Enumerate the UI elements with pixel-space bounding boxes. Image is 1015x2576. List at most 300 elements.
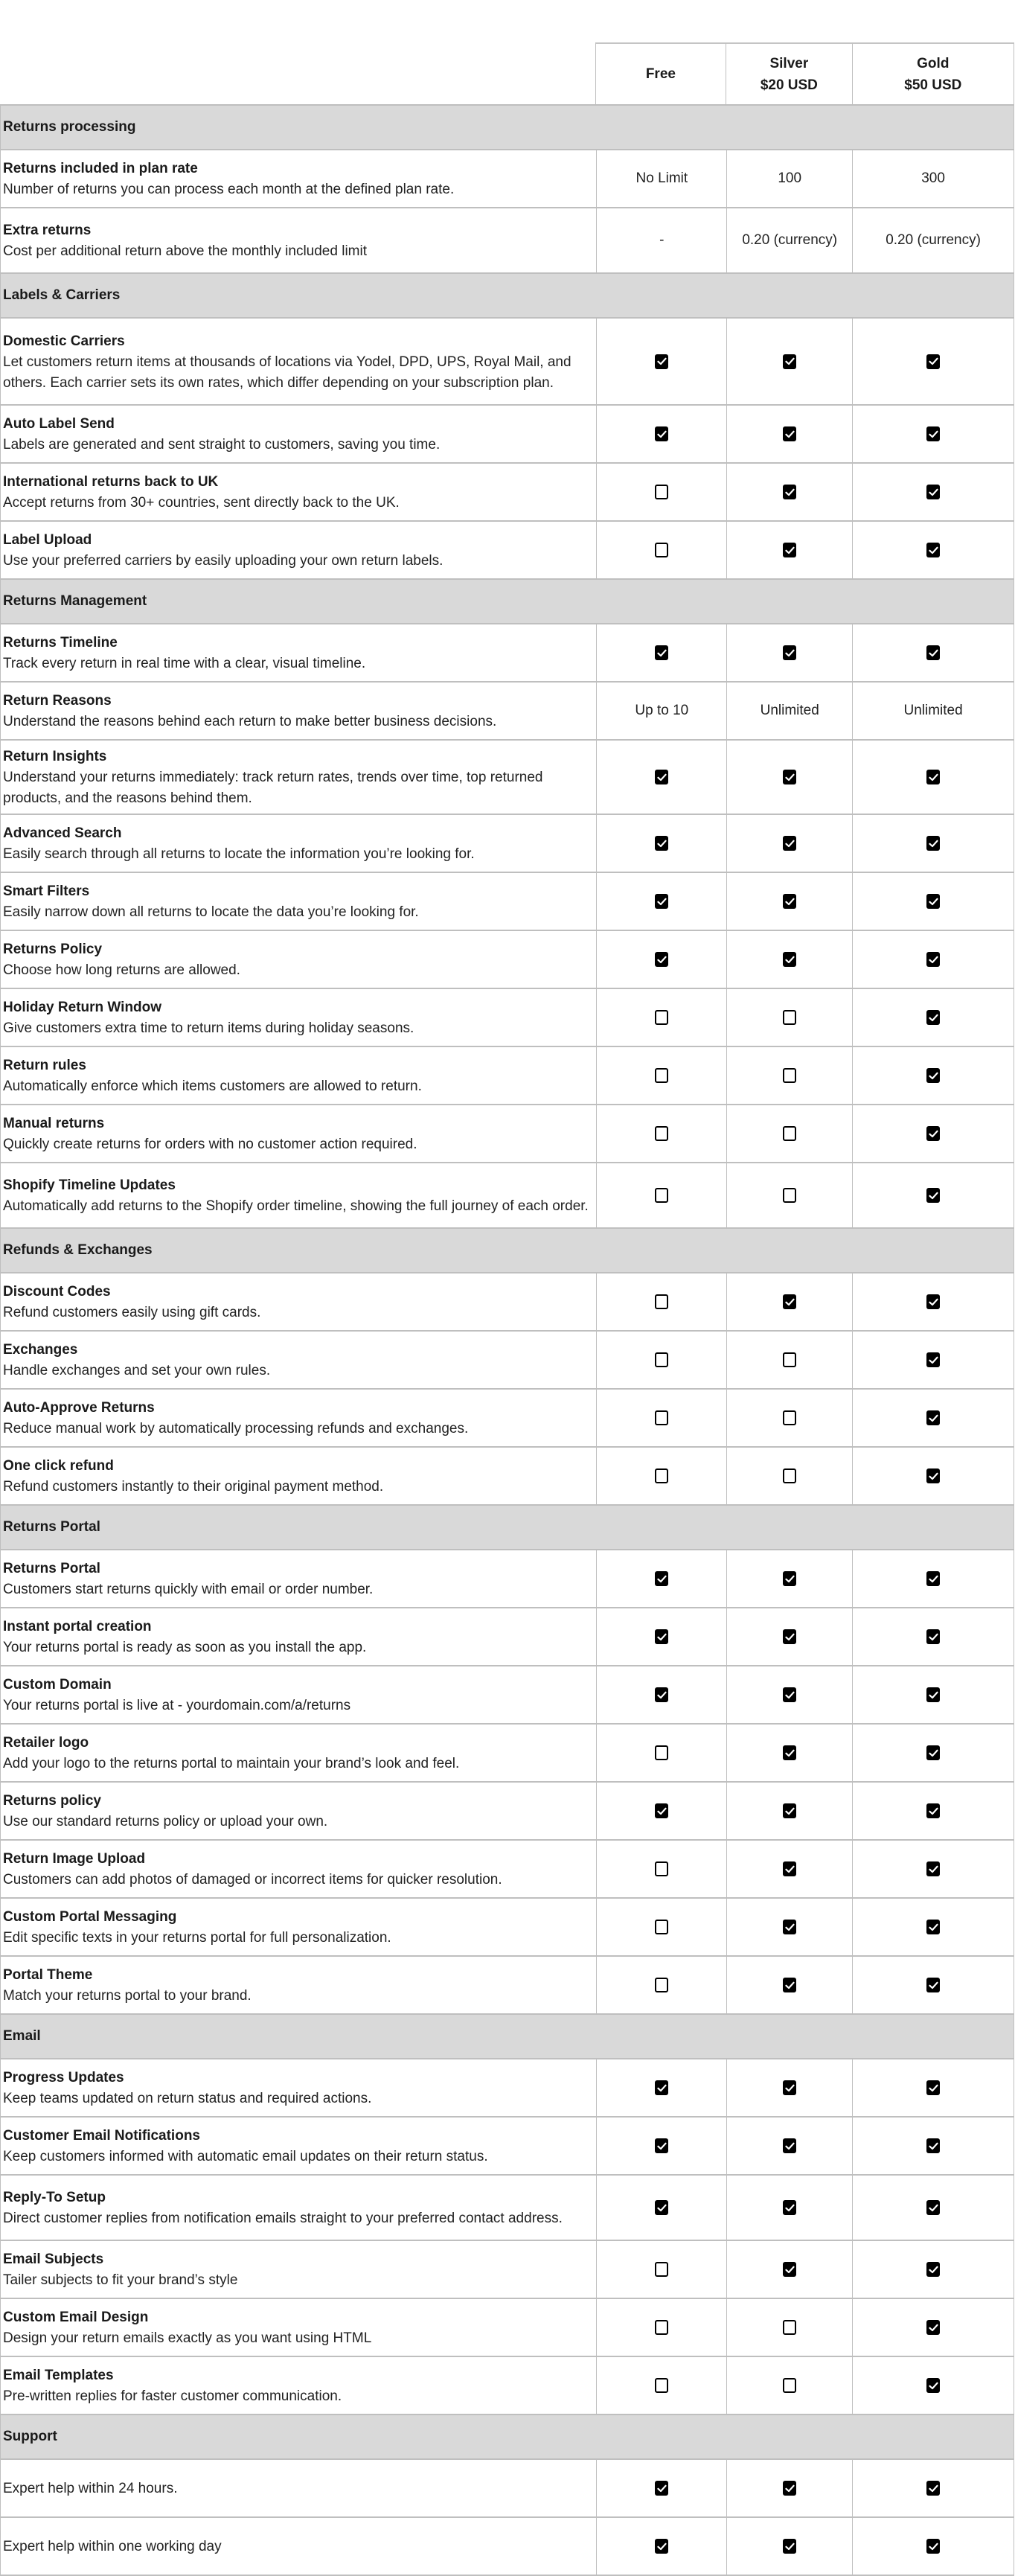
plan-price: $20 USD [760,77,818,93]
checked-box-icon [926,1468,940,1483]
feature-cell [1,1899,597,1955]
checked-box-icon [655,2138,668,2153]
feature-cell [1,873,597,930]
feature-cell [1,815,597,872]
value-cell-silver [727,522,853,578]
feature-row [0,989,1014,1047]
checked-box-icon [783,1294,796,1309]
value-cell-gold [853,1163,1014,1227]
feature-cell [1,1957,597,2013]
feature-name: Auto-Approve Returns [3,1400,155,1416]
checked-box-icon [926,1126,940,1141]
plan-header-silver [726,42,853,104]
feature-description: Number of returns you can process each month at the defined plan rate. [3,182,455,197]
feature-cell [1,2059,597,2116]
checked-box-icon [926,1861,940,1876]
value-cell-free [597,464,727,520]
value-cell-silver [727,1608,853,1665]
feature-name: Portal Theme [3,1967,93,1983]
feature-description: Your returns portal is ready as soon as you install the app. [3,1640,367,1655]
feature-cell [1,1725,597,1781]
feature-cell [1,624,597,681]
feature-description: Let customers return items at thousands of locations via Yodel, DPD, UPS, Royal Mail, and others. Each carrier sets its own rates, which differ depending on your subscription plan. [3,354,571,391]
section-header [0,1229,1014,1273]
value-cell-free [597,1163,727,1227]
checked-box-icon [926,1978,940,1992]
feature-description: Tailer subjects to fit your brand’s style [3,2272,238,2288]
feature-name: Custom Portal Messaging [3,1909,177,1925]
checked-box-icon [926,2378,940,2393]
feature-cell [1,2176,597,2240]
value-cell-gold [853,683,1014,739]
value-cell-gold [853,1390,1014,1446]
section-header [0,2415,1014,2460]
checked-box-icon [655,645,668,660]
unchecked-box-icon [655,1410,668,1425]
value-cell-silver [727,2118,853,2174]
checked-box-icon [926,426,940,441]
value-cell-free [597,1448,727,1504]
value-cell-free [597,1550,727,1607]
checked-box-icon [783,1687,796,1702]
checked-box-icon [926,2138,940,2153]
feature-description: Understand the reasons behind each return to make better business decisions. [3,714,497,729]
feature-name: Smart Filters [3,883,90,899]
feature-name: International returns back to UK [3,474,219,490]
value-cell-free [597,1957,727,2013]
plan-name: Silver [769,55,809,71]
value-cell-free [597,1390,727,1446]
value-cell-gold [853,1332,1014,1388]
feature-cell [1,2518,597,2575]
section-title: Returns Management [3,593,147,609]
unchecked-box-icon [655,1188,668,1203]
value-cell-gold [853,1957,1014,2013]
feature-description: Understand your returns immediately: track return rates, trends over time, top returned products, and the reasons behind them. [3,770,543,806]
value-cell-silver [727,208,853,272]
checked-box-icon [783,485,796,499]
unchecked-box-icon [655,1978,668,1992]
unchecked-box-icon [655,1010,668,1025]
checked-box-icon [926,2200,940,2215]
checked-box-icon [655,2080,668,2095]
value-cell-silver [727,1047,853,1104]
feature-cell [1,406,597,462]
value-cell-gold [853,2299,1014,2356]
feature-row [0,1550,1014,1608]
value-cell-free [597,741,727,814]
feature-description: Give customers extra time to return items during holiday seasons. [3,1020,414,1036]
feature-name: Advanced Search [3,825,122,841]
feature-cell [1,319,597,404]
feature-description: Handle exchanges and set your own rules. [3,1363,271,1378]
feature-cell [1,989,597,1046]
value-cell-free [597,989,727,1046]
value-cell-gold [853,406,1014,462]
checked-box-icon [926,2481,940,2496]
value-cell-silver [727,989,853,1046]
value-text: - [659,232,665,248]
value-cell-gold [853,1666,1014,1723]
checked-box-icon [783,1920,796,1934]
value-cell-gold [853,2118,1014,2174]
feature-row [0,2176,1014,2241]
value-text: 0.20 (currency) [886,232,981,248]
checked-box-icon [655,836,668,851]
section-title: Email [3,2028,41,2044]
section-header [0,580,1014,624]
value-cell-gold [853,2176,1014,2240]
section-title: Support [3,2429,57,2444]
feature-cell [1,1047,597,1104]
feature-name: Auto Label Send [3,416,115,432]
checked-box-icon [783,2539,796,2554]
feature-row [0,319,1014,406]
checked-box-icon [655,2481,668,2496]
feature-row [0,1047,1014,1105]
value-text: 0.20 (currency) [742,232,838,248]
feature-row [0,2460,1014,2518]
checked-box-icon [783,1803,796,1818]
unchecked-box-icon [783,1468,796,1483]
checked-box-icon [926,1068,940,1083]
checked-box-icon [655,1629,668,1644]
value-cell-silver [727,2299,853,2356]
feature-name: Discount Codes [3,1284,111,1300]
plan-header-free [596,42,726,104]
value-cell-gold [853,2241,1014,2298]
feature-description: Accept returns from 30+ countries, sent directly back to the UK. [3,495,400,511]
value-cell-gold [853,1448,1014,1504]
checked-box-icon [783,543,796,557]
feature-cell [1,1105,597,1162]
unchecked-box-icon [655,1920,668,1934]
value-cell-silver [727,1841,853,1897]
checked-box-icon [655,354,668,369]
feature-row [0,1332,1014,1390]
unchecked-box-icon [783,1188,796,1203]
feature-row [0,683,1014,741]
checked-box-icon [783,2262,796,2277]
unchecked-box-icon [783,2378,796,2393]
feature-name: Label Upload [3,532,92,548]
value-cell-silver [727,2460,853,2516]
unchecked-box-icon [783,1068,796,1083]
feature-row [0,1448,1014,1506]
value-cell-silver [727,1332,853,1388]
checked-box-icon [783,645,796,660]
feature-row [0,1725,1014,1783]
value-text: No Limit [635,170,688,186]
value-cell-silver [727,2059,853,2116]
value-cell-free [597,1783,727,1839]
header-blank-cell [0,42,596,104]
value-cell-silver [727,1957,853,2013]
value-text: 100 [778,170,802,186]
section-title: Returns processing [3,119,136,135]
value-cell-free [597,931,727,988]
feature-row [0,815,1014,873]
feature-name: Custom Domain [3,1677,112,1693]
feature-description: Your returns portal is live at - yourdomain.com/a/returns [3,1698,351,1713]
feature-name: Return Image Upload [3,1851,146,1867]
feature-name: Manual returns [3,1116,105,1131]
feature-name: Email Subjects [3,2251,104,2267]
checked-box-icon [783,894,796,909]
checked-box-icon [655,2200,668,2215]
value-cell-gold [853,208,1014,272]
unchecked-box-icon [655,2378,668,2393]
feature-name: Domestic Carriers [3,333,125,349]
value-cell-free [597,815,727,872]
feature-cell [1,1783,597,1839]
value-cell-gold [853,2518,1014,2575]
value-cell-gold [853,150,1014,207]
feature-row [0,1957,1014,2015]
value-cell-free [597,2241,727,2298]
feature-name: Retailer logo [3,1735,89,1751]
feature-cell [1,2299,597,2356]
unchecked-box-icon [655,1126,668,1141]
feature-name: One click refund [3,1458,114,1474]
value-cell-free [597,1666,727,1723]
checked-box-icon [926,1410,940,1425]
feature-description: Reduce manual work by automatically processing refunds and exchanges. [3,1421,469,1436]
feature-row [0,1783,1014,1841]
feature-cell [1,1390,597,1446]
feature-name: Holiday Return Window [3,1000,162,1015]
feature-description: Cost per additional return above the monthly included limit [3,243,367,259]
feature-cell [1,683,597,739]
value-cell-free [597,683,727,739]
plan-name: Free [645,66,676,82]
checked-box-icon [655,770,668,784]
value-cell-free [597,150,727,207]
feature-row [0,1273,1014,1332]
feature-description: Refund customers instantly to their original payment method. [3,1479,384,1495]
feature-name: Customer Email Notifications [3,2128,200,2144]
value-cell-free [597,406,727,462]
unchecked-box-icon [783,1126,796,1141]
feature-row [0,624,1014,683]
feature-row [0,1841,1014,1899]
feature-name: Exchanges [3,1342,78,1358]
feature-row [0,741,1014,815]
checked-box-icon [926,543,940,557]
feature-row [0,2357,1014,2415]
value-cell-silver [727,1725,853,1781]
feature-name: Returns Timeline [3,635,118,651]
unchecked-box-icon [783,1352,796,1367]
checked-box-icon [926,2539,940,2554]
value-text: 300 [921,170,945,186]
feature-row [0,1163,1014,1229]
feature-description: Expert help within one working day [3,2539,222,2554]
unchecked-box-icon [655,1745,668,1760]
feature-row [0,150,1014,208]
value-cell-gold [853,1105,1014,1162]
unchecked-box-icon [655,1468,668,1483]
checked-box-icon [783,1629,796,1644]
plan-name: Gold [917,55,950,71]
feature-name: Return Insights [3,749,107,764]
checked-box-icon [926,952,940,967]
value-cell-gold [853,1608,1014,1665]
feature-description: Customers can add photos of damaged or incorrect items for quicker resolution. [3,1872,502,1888]
feature-cell [1,2460,597,2516]
feature-cell [1,1332,597,1388]
checked-box-icon [655,952,668,967]
feature-cell [1,1608,597,1665]
feature-name: Progress Updates [3,2070,124,2086]
checked-box-icon [926,485,940,499]
checked-box-icon [926,2080,940,2095]
value-cell-silver [727,815,853,872]
feature-row [0,208,1014,274]
value-cell-gold [853,1273,1014,1330]
value-cell-free [597,2299,727,2356]
value-cell-gold [853,1047,1014,1104]
checked-box-icon [926,645,940,660]
checked-box-icon [655,1571,668,1586]
feature-description: Match your returns portal to your brand. [3,1988,252,2004]
value-cell-free [597,624,727,681]
value-cell-gold [853,1841,1014,1897]
unchecked-box-icon [783,2320,796,2335]
value-cell-gold [853,989,1014,1046]
feature-cell [1,1448,597,1504]
unchecked-box-icon [655,2262,668,2277]
feature-row [0,464,1014,522]
feature-row [0,1608,1014,1666]
checked-box-icon [926,770,940,784]
feature-row [0,1105,1014,1163]
value-cell-silver [727,2241,853,2298]
feature-name: Returns Policy [3,942,103,957]
feature-name: Return rules [3,1058,86,1073]
feature-row [0,522,1014,580]
feature-description: Labels are generated and sent straight to customers, saving you time. [3,437,441,453]
value-cell-gold [853,1550,1014,1607]
feature-cell [1,1550,597,1607]
feature-row [0,2518,1014,2576]
value-cell-free [597,319,727,404]
value-cell-free [597,1899,727,1955]
table-body [0,106,1014,2576]
unchecked-box-icon [655,543,668,557]
value-cell-gold [853,815,1014,872]
value-cell-silver [727,464,853,520]
feature-cell [1,2118,597,2174]
value-cell-free [597,2118,727,2174]
checked-box-icon [926,1920,940,1934]
feature-cell [1,150,597,207]
value-cell-free [597,2460,727,2516]
feature-description: Easily search through all returns to locate the information you’re looking for. [3,846,475,862]
plan-comparison-table [0,42,1014,2576]
feature-row [0,1390,1014,1448]
value-cell-silver [727,683,853,739]
value-cell-gold [853,741,1014,814]
feature-row [0,2299,1014,2357]
section-title: Refunds & Exchanges [3,1242,153,1258]
checked-box-icon [783,426,796,441]
value-cell-gold [853,522,1014,578]
value-cell-silver [727,624,853,681]
feature-cell [1,1273,597,1330]
feature-cell [1,2357,597,2414]
feature-description: Edit specific texts in your returns portal for full personalization. [3,1930,391,1946]
value-cell-silver [727,1783,853,1839]
feature-name: Email Templates [3,2368,114,2383]
checked-box-icon [783,836,796,851]
checked-box-icon [926,1352,940,1367]
section-title: Returns Portal [3,1519,100,1535]
feature-description: Automatically add returns to the Shopify order timeline, showing the full journey of each order. [3,1198,589,1214]
feature-name: Returns Portal [3,1561,100,1576]
feature-description: Refund customers easily using gift cards. [3,1305,261,1320]
feature-description: Automatically enforce which items customers are allowed to return. [3,1078,422,1094]
checked-box-icon [926,1010,940,1025]
value-text: Unlimited [903,703,963,718]
value-cell-gold [853,1899,1014,1955]
unchecked-box-icon [655,1068,668,1083]
feature-description: Easily narrow down all returns to locate the data you’re looking for. [3,904,419,920]
feature-cell [1,741,597,814]
checked-box-icon [926,2262,940,2277]
checked-box-icon [783,2200,796,2215]
checked-box-icon [655,894,668,909]
feature-description: Choose how long returns are allowed. [3,962,240,978]
value-cell-free [597,1332,727,1388]
value-cell-gold [853,624,1014,681]
feature-description: Add your logo to the returns portal to maintain your brand’s look and feel. [3,1756,460,1771]
value-cell-gold [853,1725,1014,1781]
feature-name: Custom Email Design [3,2310,149,2325]
checked-box-icon [926,1629,940,1644]
unchecked-box-icon [655,2320,668,2335]
feature-row [0,2118,1014,2176]
feature-row [0,931,1014,989]
value-text: Up to 10 [635,703,689,718]
checked-box-icon [926,354,940,369]
feature-row [0,1899,1014,1957]
feature-cell [1,1666,597,1723]
feature-description: Keep customers informed with automatic email updates on their return status. [3,2149,488,2164]
plan-price: $50 USD [904,77,962,93]
value-cell-silver [727,2176,853,2240]
value-cell-free [597,1105,727,1162]
value-cell-gold [853,464,1014,520]
value-cell-silver [727,1390,853,1446]
checked-box-icon [926,2320,940,2335]
feature-cell [1,522,597,578]
value-cell-gold [853,319,1014,404]
value-cell-gold [853,2059,1014,2116]
feature-row [0,1666,1014,1725]
value-cell-free [597,2059,727,2116]
feature-name: Shopify Timeline Updates [3,1177,176,1193]
value-cell-free [597,1725,727,1781]
feature-name: Returns included in plan rate [3,161,198,176]
value-cell-silver [727,1448,853,1504]
feature-description: Track every return in real time with a clear, visual timeline. [3,656,366,671]
checked-box-icon [783,2138,796,2153]
checked-box-icon [783,952,796,967]
section-title: Labels & Carriers [3,287,121,303]
unchecked-box-icon [783,1010,796,1025]
checked-box-icon [655,1803,668,1818]
